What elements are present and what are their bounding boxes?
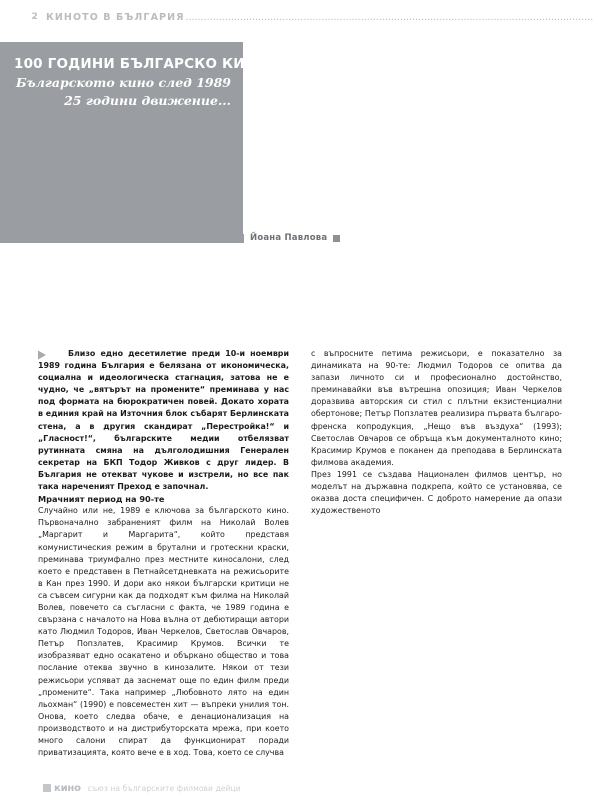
article-subheading: Мрачният период на 90-те (38, 494, 165, 505)
footer-tagline: съюз на българските филмови дейци (87, 784, 241, 793)
page-footer (43, 783, 241, 794)
header-dot-leader: ....................................................................................................................................... (185, 11, 594, 23)
article-lede (38, 348, 289, 493)
article-paragraph-1: Случайно или не, 1989 е ключова за българското кино. Първоначално забраненият филм на Николай Волев „Маргарит и Маргарита“, който представя комунистическия режим в брутални и гротескни краски, преминава триумфално през местните киносалони, след което е представен в Петнайсетдневката на режисьорите в Кан през 1990. И дори ако някои български критици не са съвсем сигурни как да подходят към филма на Николай Волев, повечето са съгласни с факта, че 1989 година е свързана с началото на Нова вълна от дебютиращи автори като Людмил Тодоров, Иван Черкелов, Светослав Овчаров, Петър Попзлатев, Красимир Крумов. Всички те изобразяват едно осакатено и объркано общество и това послание отеква звучно в кинозалите. Някои от тези режисьори успяват да заснемат още по един филм преди „промените“. Така например „Любовното лято на един льохман“ (1990) е повсеместен хит — въпреки унилия тон. Онова, което следва обаче, е денационализация на производството и на дистрибуторската мрежа, при което много салони спират да функционират поради приватизацията, която вече е в ход. Това, което се случва (38, 506, 289, 758)
hero-subtitle: Българското кино след 1989 (15, 74, 231, 90)
hero-text-group (0, 42, 268, 110)
byline-rule (200, 234, 244, 243)
footer-brand: кино (54, 783, 81, 794)
header-section-title: КИНОТО В БЪЛГАРИЯ (46, 11, 185, 23)
article-body (38, 348, 563, 768)
hero-tagline: 25 години движение... (64, 92, 231, 108)
article-paragraph-1-continued: с въпросните петима режисьори, е показателно за динамиката на 90-те: Людмил Тодоров се опитва да запази личното си и професионално достойнство, преминавайки във вътрешна опозиция; Иван Черкелов доразвива авторския си стил с плътни екзистенциални обертонове; Петър Попзлатев реализира първата българо-френска копродукция, „Нещо във въздуха“ (1993); Светослав Овчаров се обръща към документалното кино; Красимир Крумов е поканен да преподава в Берлинската филмова академия. (311, 349, 562, 467)
article-paragraph-2: През 1991 се създава Национален филмов център, но моделът на държавна подкрепа, който се установява, се оказва доста специфичен. С доброто намерение да опази художественото (311, 469, 562, 516)
page-number: 2 (31, 12, 38, 22)
byline (200, 233, 340, 243)
hero-title-block (0, 42, 268, 243)
article-column-left (38, 348, 289, 768)
article-column-right (311, 348, 562, 768)
page-running-header (0, 8, 600, 26)
byline-author: Йоана Павлова (250, 233, 328, 243)
play-triangle-icon (38, 350, 46, 360)
article-lede-text: Близо едно десетилетие преди 10-и ноември 1989 година България е белязана от икономическа, социална и идеологическа стагнация, затова не е чудно, че „вятърът на промените“ преминава у нас под формата на бюрократичен повей. Докато хората в единия край на Източния блок събарят Берлинската стена, а в другия скандират „Перестройка!“ и „Гласност!“, българските медии отбелязват рутинната смяна на дълголодишния Генерален секретар на БКП Тодор Живков с друг лидер. В България не отекват чукове и изстрели, но все пак така нареченият Преход е започнал. (38, 349, 289, 492)
hero-headline: 100 ГОДИНИ БЪЛГАРСКО КИНО (14, 56, 268, 72)
filled-square-icon (43, 784, 51, 792)
filled-square-icon (333, 235, 340, 242)
